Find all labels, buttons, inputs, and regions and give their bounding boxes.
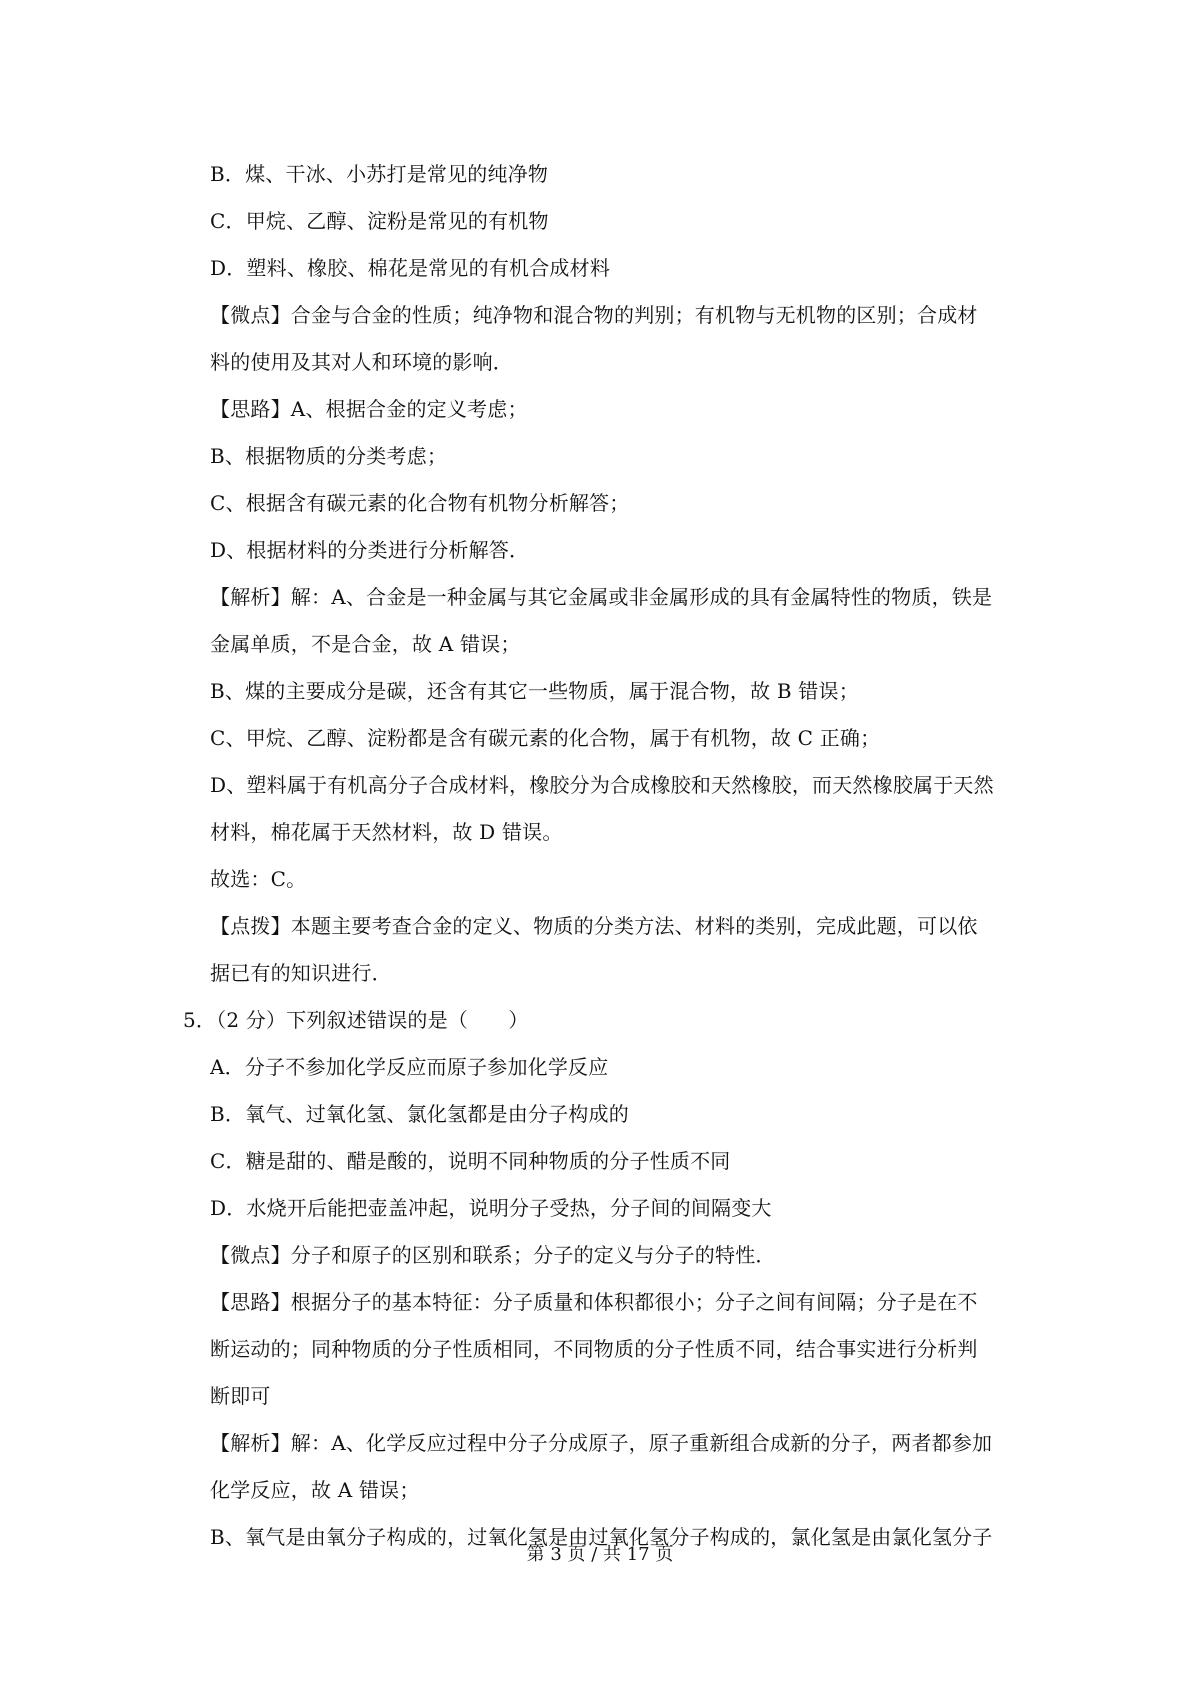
text-line: C、根据含有碳元素的化合物有机物分析解答； — [210, 491, 630, 515]
text-line: 断运动的；同种物质的分子性质相同，不同物质的分子性质不同，结合事实进行分析判 — [210, 1337, 978, 1361]
text-line: B、根据物质的分类考虑； — [210, 444, 448, 468]
text-line: 化学反应，故 A 错误； — [210, 1478, 420, 1502]
text-line: B．氧气、过氧化氢、氯化氢都是由分子构成的 — [210, 1102, 629, 1126]
text-line: C．甲烷、乙醇、淀粉是常见的有机物 — [210, 209, 549, 233]
text-line: D．塑料、橡胶、棉花是常见的有机合成材料 — [210, 256, 611, 280]
text-line: B．煤、干冰、小苏打是常见的纯净物 — [210, 162, 549, 186]
text-line: 材料，棉花属于天然材料，故 D 错误。 — [210, 820, 563, 844]
text-line: 【点拨】本题主要考查合金的定义、物质的分类方法、材料的类别，完成此题，可以依 — [210, 914, 978, 938]
text-line: D、塑料属于有机高分子合成材料，橡胶分为合成橡胶和天然橡胶，而天然橡胶属于天然 — [210, 773, 994, 797]
text-line: C．糖是甜的、醋是酸的，说明不同种物质的分子性质不同 — [210, 1149, 731, 1173]
text-line: D、根据材料的分类进行分析解答． — [210, 538, 530, 562]
text-line: 断即可 — [210, 1384, 271, 1408]
text-line: 金属单质，不是合金，故 A 错误； — [210, 632, 521, 656]
text-line: 【解析】解：A、化学反应过程中分子分成原子，原子重新组合成新的分子，两者都参加 — [210, 1431, 993, 1455]
text-line: A．分子不参加化学反应而原子参加化学反应 — [210, 1055, 609, 1079]
text-line: 【解析】解：A、合金是一种金属与其它金属或非金属形成的具有金属特性的物质，铁是 — [210, 585, 993, 609]
text-line: 料的使用及其对人和环境的影响． — [210, 350, 513, 374]
page-footer: 第 3 页 / 共 17 页 — [526, 1544, 674, 1565]
text-line: 故选：C。 — [210, 867, 307, 891]
text-line: 【思路】根据分子的基本特征：分子质量和体积都很小；分子之间有间隔；分子是在不 — [210, 1290, 978, 1314]
text-line: 【思路】A、根据合金的定义考虑； — [210, 397, 528, 421]
text-line: 【微点】分子和原子的区别和联系；分子的定义与分子的特性． — [210, 1243, 776, 1267]
text-line: 据已有的知识进行． — [210, 961, 392, 985]
text-line: B、氧气是由氧分子构成的，过氧化氢是由过氧化氢分子构成的，氯化氢是由氯化氢分子 — [210, 1525, 993, 1549]
text-line: C、甲烷、乙醇、淀粉都是含有碳元素的化合物，属于有机物，故 C 正确； — [210, 726, 881, 750]
page-body — [0, 151, 1200, 1561]
text-line: 【微点】合金与合金的性质；纯净物和混合物的判别；有机物与无机物的区别；合成材 — [210, 303, 978, 327]
text-line: D．水烧开后能把壶盖冲起，说明分子受热，分子间的间隔变大 — [210, 1196, 772, 1220]
text-line: B、煤的主要成分是碳，还含有其它一些物质，属于混合物，故 B 错误； — [210, 679, 859, 703]
question-line: 5．（2 分）下列叙述错误的是（ ） — [183, 1008, 529, 1032]
